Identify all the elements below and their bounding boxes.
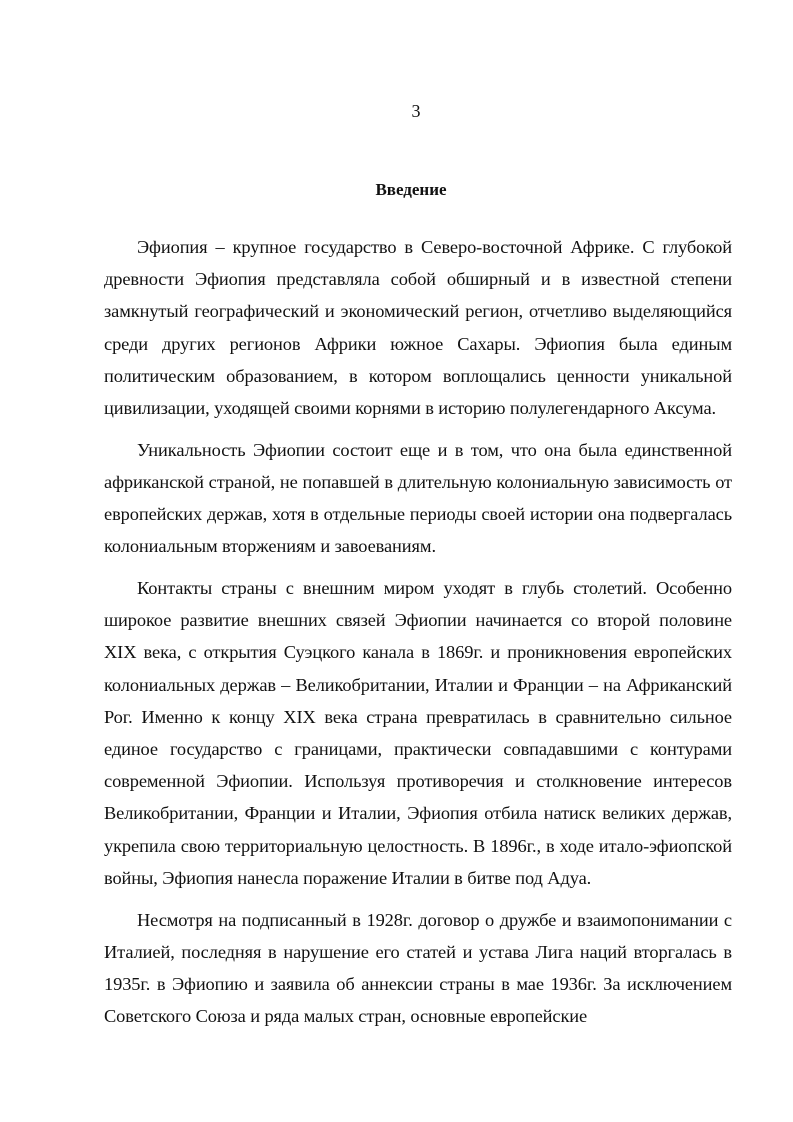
paragraph-treaty: Несмотря на подписанный в 1928г. договор о дружбе и взаимопонимании с Италией, последняя в нарушение его статей и устава Лига наций вторгалась в 1935г. в Эфиопию и заявила об аннексии страны в мае 1936г. За исключением Советского Союза и ряда малых стран, основные европейские: [104, 909, 732, 1027]
page-number: 3: [411, 101, 421, 121]
paragraph-intro: Эфиопия – крупное государство в Северо-восточной Африке. С глубокой древности Эфиопия представляла собой обширный и в известной степени замкнутый географический и экономический регион, отчетливо выделяющийся среди других регионов Африки южное Сахары. Эфиопия была единым политическим образованием, в котором воплощались ценности уникальной цивилизации, уходящей своими корнями в историю полулегендарного Аксума.: [104, 237, 732, 419]
body-text: [104, 231, 732, 1042]
section-title: Введение: [375, 180, 447, 199]
paragraph-contacts: Контакты страны с внешним миром уходят в глубь столетий. Особенно широкое развитие внешних связей Эфиопии начинается со второй половине XIX века, с открытия Суэцкого канала в 1869г. и проникновения европейских колониальных держав – Великобритании, Италии и Франции – на Африканский Рог. Именно к концу XIX века страна превратилась в сравнительно сильное единое государство с границами, практически совпадавшими с контурами современной Эфиопии. Используя противоречия и столкновение интересов Великобритании, Франции и Италии, Эфиопия отбила натиск великих держав, укрепила свою территориальную целостность. В 1896г., в ходе итало-эфиопской войны, Эфиопия нанесла поражение Италии в битве под Адуа.: [104, 578, 732, 888]
paragraph-uniqueness: Уникальность Эфиопии состоит еще и в том, что она была единственной африканской страной, не попавшей в длительную колониальную зависимость от европейских держав, хотя в отдельные периоды своей истории она подвергалась колониальным вторжениям и завоеваниям.: [104, 439, 732, 557]
